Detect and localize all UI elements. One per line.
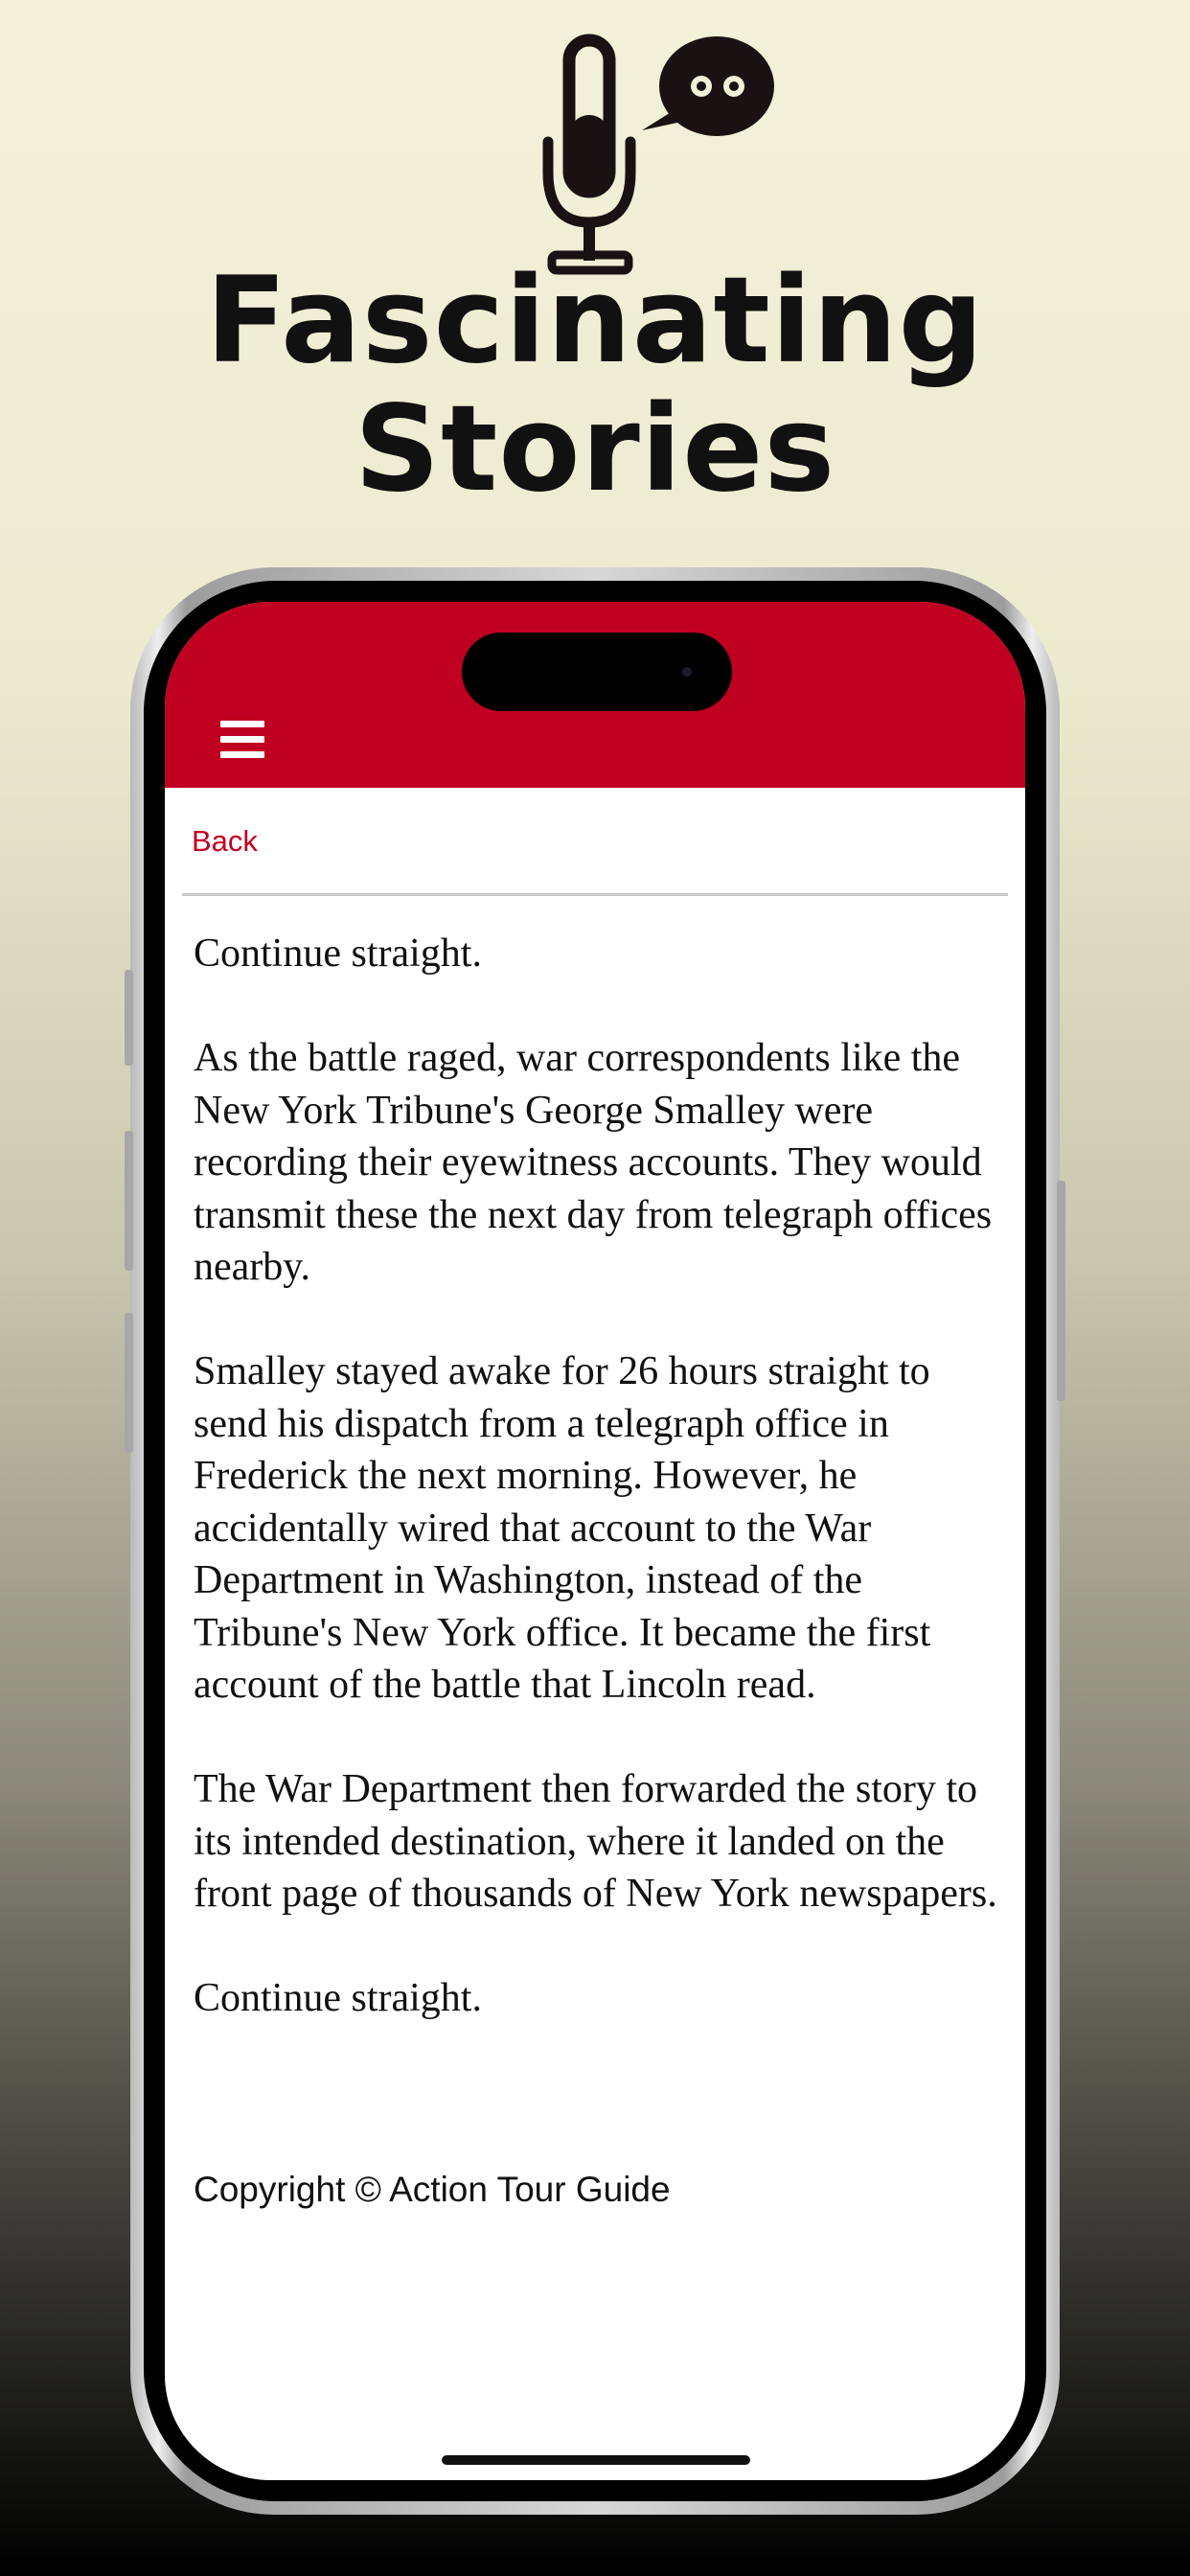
phone-action-button bbox=[125, 970, 133, 1066]
hamburger-menu-icon[interactable] bbox=[220, 721, 264, 759]
story-paragraph: Continue straight. bbox=[194, 1976, 482, 2020]
camera-lens bbox=[682, 667, 692, 677]
story-paragraph: Continue straight. bbox=[194, 932, 482, 976]
story-paragraph: As the battle raged, war correspondents like the New York Tribune's George Smalley were recording their eyewitness accounts. They would transmit these the next day from telegraph offices nearby. bbox=[194, 1036, 993, 1289]
story-paragraph: The War Department then forwarded the story to its intended destination, where it landed on the front page of thousands of New York newspapers. bbox=[194, 1767, 997, 1916]
headline-line-2: Stories bbox=[354, 380, 836, 518]
phone-volume-up-button bbox=[125, 1131, 133, 1271]
back-link[interactable]: Back bbox=[192, 824, 258, 858]
phone-power-button bbox=[1057, 1181, 1065, 1401]
copyright-text: Copyright © Action Tour Guide bbox=[194, 2170, 671, 2209]
phone-volume-down-button bbox=[125, 1313, 133, 1453]
headline bbox=[0, 252, 1190, 518]
divider bbox=[182, 893, 1008, 896]
microphone-speech-bubble-icon bbox=[537, 29, 786, 278]
dynamic-island bbox=[462, 632, 732, 711]
home-indicator[interactable] bbox=[442, 2455, 750, 2465]
app-header bbox=[165, 602, 1025, 788]
phone-screen bbox=[165, 602, 1025, 2480]
story-paragraph: Smalley stayed awake for 26 hours straight to send his dispatch from a telegraph office in Frederick the next morning. However, he accidentally wired that account to the War Department in Washington, instead of the Tribune's New York office. It became the first account of the battle that Lincoln read. bbox=[194, 1349, 931, 1707]
story-content bbox=[194, 928, 1008, 2077]
headline-line-1: Fascinating bbox=[205, 252, 985, 390]
